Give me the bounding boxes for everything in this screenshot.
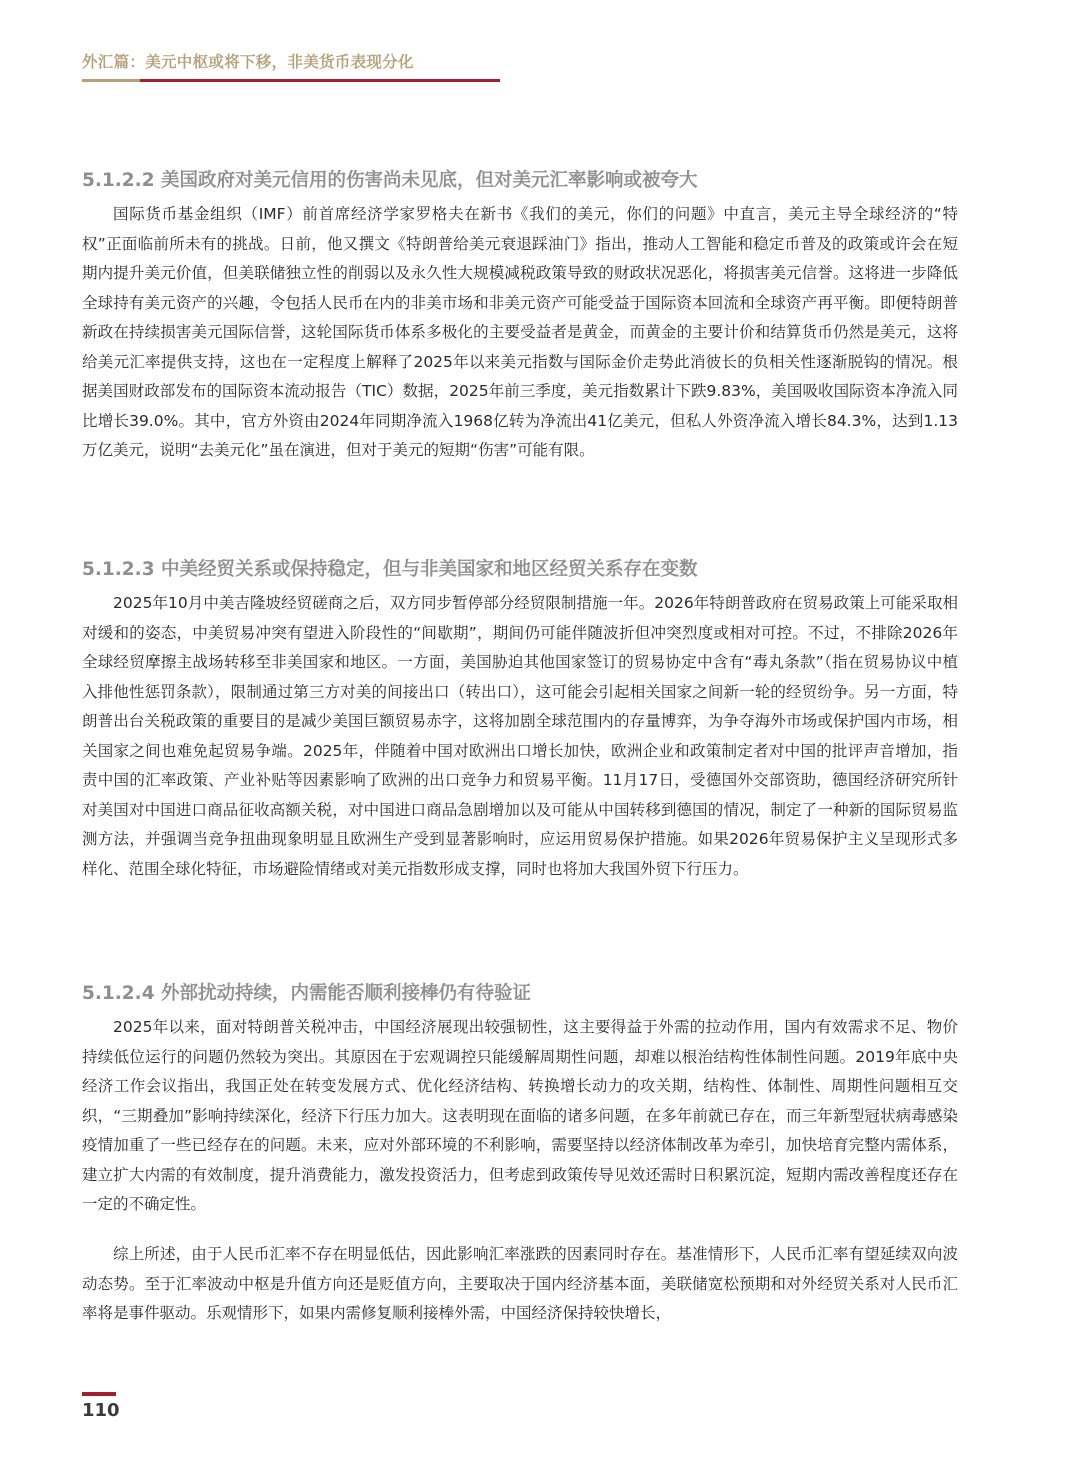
section-5-1-2-4	[82, 979, 958, 1220]
header-rule-red	[140, 79, 500, 82]
section-heading: 5.1.2.2 美国政府对美元信用的伤害尚未见底，但对美元汇率影响或被夸大	[82, 170, 698, 191]
section-heading: 5.1.2.3 中美经贸关系或保持稳定，但与非美国家和地区经贸关系存在变数	[82, 559, 698, 580]
section-paragraph: 2025年以来，面对特朗普关税冲击，中国经济展现出较强韧性，这主要得益于外需的拉动作用，国内有效需求不足、物价持续低位运行的问题仍然较为突出。其原因在于宏观调控只能缓解周期性问题，却难以根治结构性体制性问题。2019年底中央经济工作会议指出，我国正处在转变发展方式、优化经济结构、转换增长动力的攻关期，结构性、体制性、周期性问题相互交织，“三期叠加”影响持续深化，经济下行压力加大。这表明现在面临的诸多问题，在多年前就已存在，而三年新型冠状病毒感染疫情加重了一些已经存在的问题。未来，应对外部环境的不利影响，需要坚持以经济体制改革为牵引，加快培育完整内需体系，建立扩大内需的有效制度，提升消费能力，激发投资活力，但考虑到政策传导见效还需时日积累沉淀，短期内需改善程度还存在一定的不确定性。	[82, 1018, 958, 1213]
section-5-1-2-2	[82, 166, 958, 466]
closing-paragraph: 综上所述，由于人民币汇率不存在明显低估，因此影响汇率涨跌的因素同时存在。基准情形下，人民币汇率有望延续双向波动态势。至于汇率波动中枢是升值方向还是贬值方向，主要取决于国内经济基本面，美联储宽松预期和对外经贸关系对人民币汇率将是事件驱动。乐观情形下，如果内需修复顺利接棒外需，中国经济保持较快增长，	[82, 1245, 958, 1322]
section-paragraph: 国际货币基金组织（IMF）前首席经济学家罗格夫在新书《我们的美元，你们的问题》中直言，美元主导全球经济的“特权”正面临前所未有的挑战。日前，他又撰文《特朗普给美元衰退踩油门》指出，推动人工智能和稳定币普及的政策或许会在短期内提升美元价值，但美联储独立性的削弱以及永久性大规模减税政策导致的财政状况恶化，将损害美元信誉。这将进一步降低全球持有美元资产的兴趣，令包括人民币在内的非美市场和非美元资产可能受益于国际资本回流和全球资产再平衡。即便特朗普新政在持续损害美元国际信誉，这轮国际货币体系多极化的主要受益者是黄金，而黄金的主要计价和结算货币仍然是美元，这将给美元汇率提供支持，这也在一定程度上解释了2025年以来美元指数与国际金价走势此消彼长的负相关性逐渐脱钩的情况。根据美国财政部发布的国际资本流动报告（TIC）数据，2025年前三季度，美元指数累计下跌9.83%，美国吸收国际资本净流入同比增长39.0%。其中，官方外资由2024年同期净流入1968亿转为净流出41亿美元，但私人外资净流入增长84.3%，达到1.13万亿美元，说明“去美元化”虽在演进，但对于美元的短期“伤害”可能有限。	[82, 205, 958, 459]
header-rule	[82, 79, 500, 82]
header-rule-gold	[82, 79, 140, 82]
closing-section	[82, 1240, 958, 1329]
section-5-1-2-3	[82, 555, 958, 884]
running-header-title: 外汇篇：美元中枢或将下移，非美货币表现分化	[82, 53, 414, 71]
section-heading: 5.1.2.4 外部扰动持续，内需能否顺利接棒仍有待验证	[82, 983, 532, 1004]
page-number: 110	[82, 1400, 120, 1421]
section-paragraph: 2025年10月中美吉隆坡经贸磋商之后，双方同步暂停部分经贸限制措施一年。2026年特朗普政府在贸易政策上可能采取相对缓和的姿态，中美贸易冲突有望进入阶段性的“间歇期”，期间仍可能伴随波折但冲突烈度或相对可控。不过，不排除2026年全球经贸摩擦主战场转移至非美国家和地区。一方面，美国胁迫其他国家签订的贸易协定中含有“毒丸条款”（指在贸易协议中植入排他性惩罚条款），限制通过第三方对美的间接出口（转出口），这可能会引起相关国家之间新一轮的经贸纷争。另一方面，特朗普出台关税政策的重要目的是减少美国巨额贸易赤字，这将加剧全球范围内的存量博弈，为争夺海外市场或保护国内市场，相关国家之间也难免起贸易争端。2025年，伴随着中国对欧洲出口增长加快，欧洲企业和政策制定者对中国的批评声音增加，指责中国的汇率政策、产业补贴等因素影响了欧洲的出口竞争力和贸易平衡。11月17日，受德国外交部资助，德国经济研究所针对美国对中国进口商品征收高额关税，对中国进口商品急剧增加以及可能从中国转移到德国的情况，制定了一种新的国际贸易监测方法，并强调当竞争扭曲现象明显且欧洲生产受到显著影响时，应运用贸易保护措施。如果2026年贸易保护主义呈现形式多样化、范围全球化特征，市场避险情绪或对美元指数形成支撑，同时也将加大我国外贸下行压力。	[82, 594, 958, 878]
footer-rule	[82, 1392, 116, 1396]
